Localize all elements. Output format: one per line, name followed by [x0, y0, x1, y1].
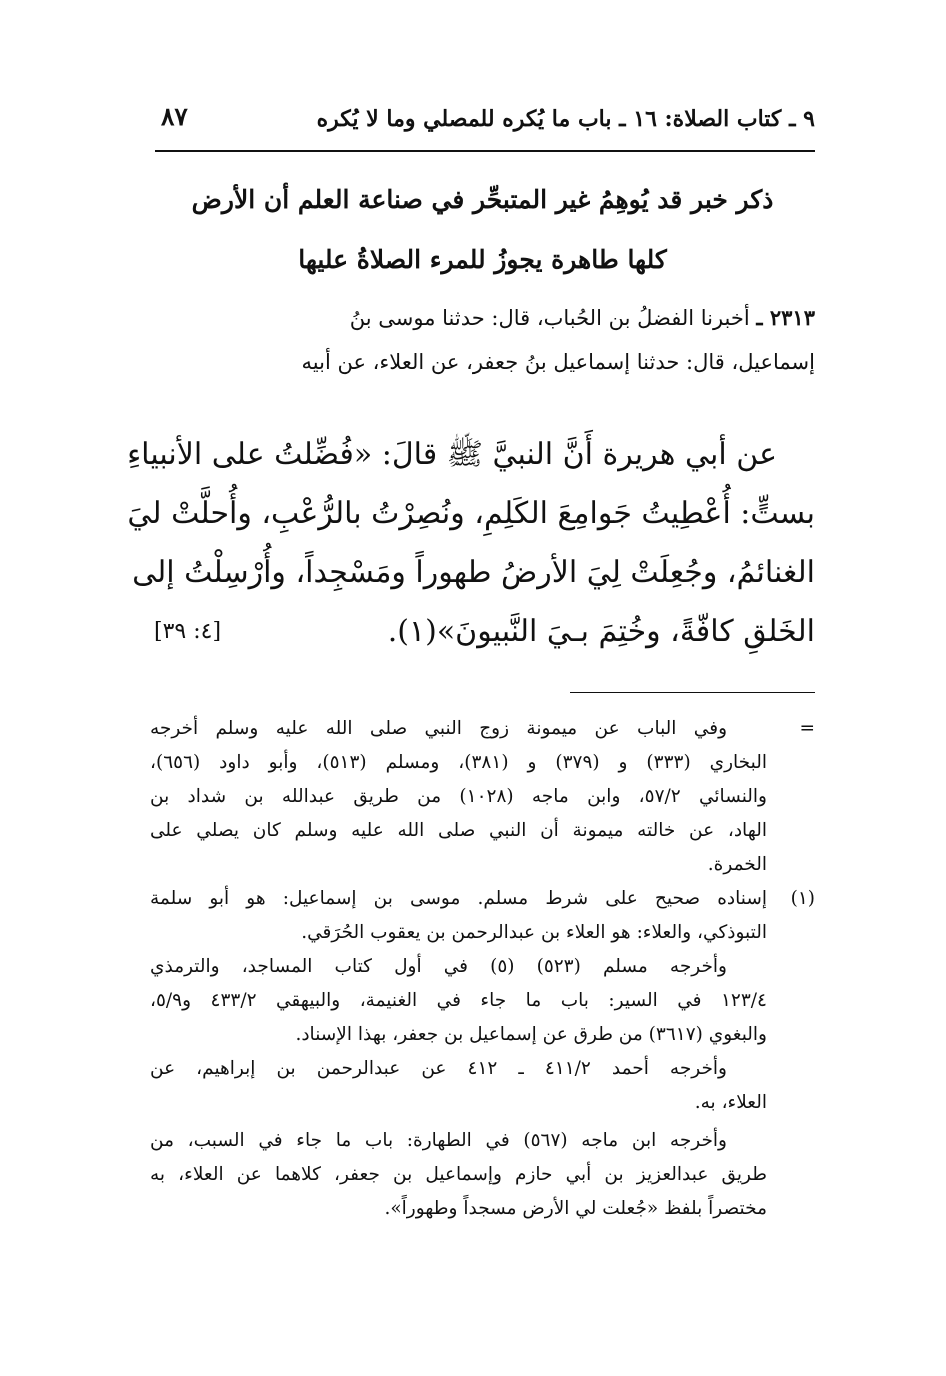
footnote-rule — [570, 692, 815, 693]
footnote-line: وفي الباب عن ميمونة زوج النبي صلى الله عليه وسلم أخرجه — [150, 718, 727, 739]
continuation-marker: = — [799, 718, 815, 739]
footnote-line: طريق عبدالعزيز بن أبي حازم وإسماعيل بن جعفر، كلاهما عن العلاء، به — [150, 1164, 767, 1185]
footnote-line: وأخرجه ابن ماجه (٥٦٧) في الطهارة: باب ما جاء في السبب، من — [150, 1130, 727, 1151]
isnad-paragraph — [150, 296, 815, 384]
footnote-line: ١٢٣/٤ في السير: باب ما جاء في الغنيمة، والبيهقي ٤٣٣/٢ و٥/٩، — [150, 990, 767, 1011]
hadith-text — [127, 425, 815, 661]
footnote-line: الخمرة. — [707, 854, 767, 875]
section-title — [150, 170, 815, 290]
running-title: ٩ ـ كتاب الصلاة: ١٦ ـ باب ما يُكره للمصلي وما لا يُكره — [316, 106, 815, 132]
footnote-line: الهاد، عن خالته ميمونة أن النبي صلى الله عليه وسلم كان يصلي على — [150, 820, 767, 841]
isnad-text: أخبرنا الفضلُ بن الحُباب، قال: حدثنا موسى بنُ — [349, 306, 750, 330]
isnad-line — [150, 296, 815, 340]
footnote-line: التبوذكي، والعلاء: هو العلاء بن عبدالرحمن بن يعقوب الحُرَقي. — [301, 922, 767, 943]
footnote-line: البخاري (٣٣٣) و (٣٧٩) و (٣٨١)، ومسلم (٥١٣)، وأبو داود (٦٥٦)، — [150, 752, 767, 773]
footnote-continuation — [150, 712, 815, 882]
hadith-line: بستٍّ: أُعْطِيتُ جَوامِعَ الكَلِمِ، ونُصِرْتُ بالرُّعْبِ، وأُحلَّتْ ليَ — [127, 496, 815, 531]
hadith-line: الغنائمُ، وجُعِلَتْ لِيَ الأرضُ طهوراً ومَسْجِداً، وأُرْسِلْتُ إلى — [132, 555, 815, 590]
hadith-line: الخَلقِ كافّةً، وخُتِمَ بـيَ النَّبيونَ»(١). — [387, 614, 815, 649]
footnote-marker: (١) — [790, 888, 815, 909]
footnote-line: إسناده صحيح على شرط مسلم. موسى بن إسماعيل: هو أبو سلمة — [150, 888, 767, 909]
footnotes — [150, 712, 815, 1226]
section-title-line: ذكر خبر قد يُوهِمُ غير المتبحِّر في صناعة العلم أن الأرض — [191, 185, 774, 214]
hadith-line: عن أبي هريرة أَنَّ النبيَّ ﷺ قالَ: «فُضِّلتُ على الأنبياءِ — [127, 437, 777, 472]
running-head — [155, 102, 815, 142]
footnote-line: والبغوي (٣٦١٧) من طرق عن إسماعيل بن جعفر، بهذا الإسناد. — [295, 1024, 767, 1045]
footnote-1 — [150, 882, 815, 1226]
header-rule — [155, 150, 815, 152]
footnote-line: العلاء، به. — [694, 1092, 767, 1113]
footnote-line: مختصراً بلفظ «جُعلت لي الأرض مسجداً وطهوراً». — [384, 1198, 767, 1219]
isnad-line: إسماعيل، قال: حدثنا إسماعيل بنُ جعفر، عن العلاء، عن أبيه — [301, 350, 815, 374]
footnote-line: والنسائي ٥٧/٢، وابن ماجه (١٠٢٨) من طريق عبدالله بن شداد بن — [150, 786, 767, 807]
page-number: ٨٧ — [161, 102, 188, 131]
footnote-line: وأخرجه أحمد ٤١١/٢ ـ ٤١٢ عن عبدالرحمن بن إبراهيم، عن — [150, 1058, 727, 1079]
footnote-line: وأخرجه مسلم (٥٢٣) (٥) في أول كتاب المساجد، والترمذي — [150, 956, 727, 977]
source-reference: [٤: ٣٩] — [154, 619, 222, 644]
section-title-line: كلها طاهرة يجوزُ للمرء الصلاةُ عليها — [298, 245, 667, 274]
hadith-number: ٢٣١٣ ـ — [756, 305, 815, 330]
hadith-line-last — [150, 602, 815, 661]
